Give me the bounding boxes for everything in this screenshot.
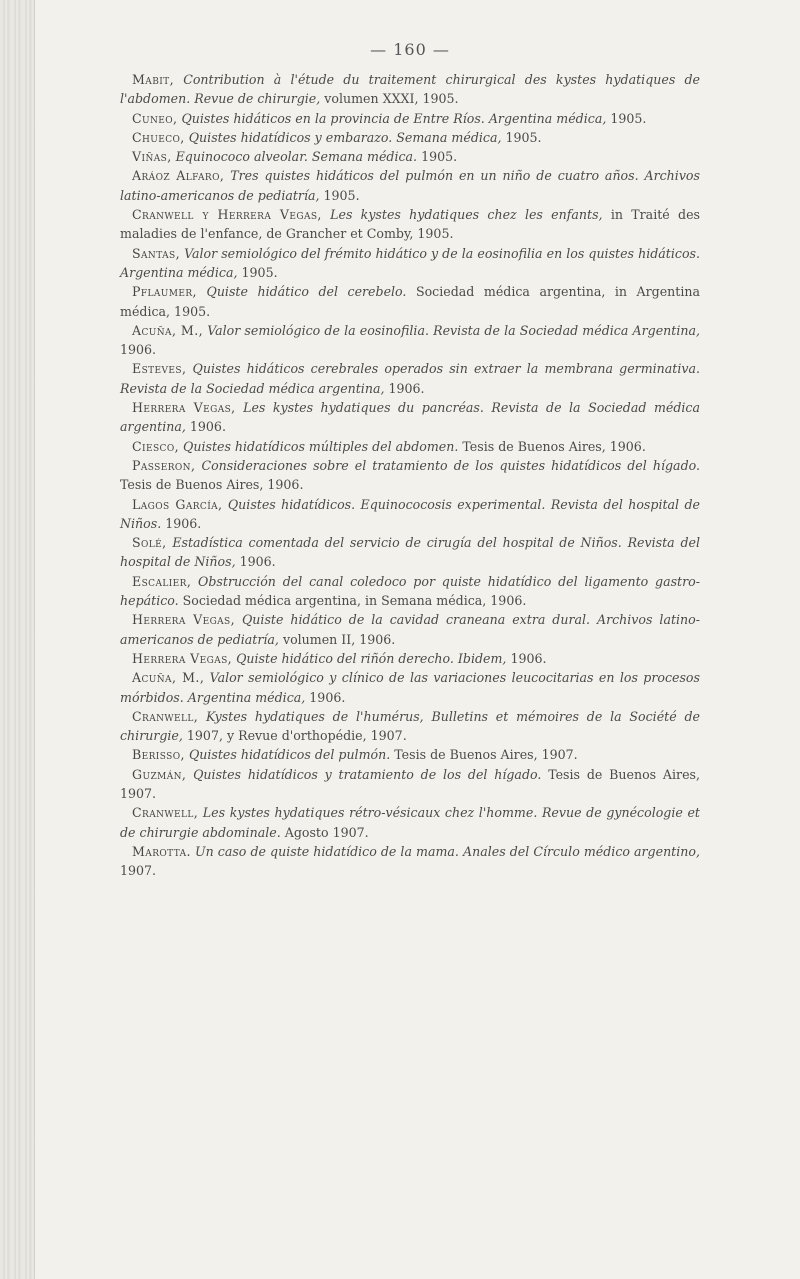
- bibliography-entry: [120, 437, 700, 456]
- entry-author: Viñas,: [132, 149, 172, 165]
- entry-publication: Semana médica,: [396, 129, 502, 145]
- entry-publication: Argentina médica,: [187, 689, 306, 705]
- entry-author: Herrera Vegas,: [132, 650, 233, 666]
- entry-title: Les kystes hydatiques du pancréas.: [243, 400, 484, 416]
- entry-publication: Archivos latino-americanos de pediatría,: [120, 612, 700, 647]
- entry-title: Les kystes hydatiques rétro-vésicaux chez l'homme.: [202, 805, 538, 821]
- entry-details: Tesis de Buenos Aires, 1906.: [120, 477, 304, 493]
- bibliography-entry: [120, 166, 700, 205]
- entry-details: Tesis de Buenos Aires, 1907.: [394, 747, 578, 763]
- bibliography-entry: [120, 533, 700, 572]
- bibliography-entry: [120, 803, 700, 842]
- bibliography-entry: [120, 321, 700, 360]
- entry-title: Quistes hidatídicos y tratamiento de los del hígado.: [193, 766, 542, 782]
- entry-author: Escalier,: [132, 573, 192, 589]
- entry-author: Lagos García,: [132, 496, 223, 512]
- entry-details: 1906.: [165, 515, 202, 531]
- entry-title: Consideraciones sobre el tratamiento de los quistes hidatídicos del hígado.: [201, 457, 700, 473]
- entry-author: Mabit,: [132, 72, 174, 87]
- entry-details: 1907.: [120, 863, 157, 879]
- entry-publication: Argentina médica,: [488, 110, 607, 126]
- entry-details: volumen II, 1906.: [282, 631, 396, 647]
- entry-author: Pflaumer,: [132, 284, 197, 300]
- bibliography-entry: [120, 765, 700, 804]
- entry-title: Estadística comentada del servicio de cirugía del hospital de Niños.: [172, 535, 622, 551]
- entry-details: Sociedad médica argentina, in Argentina médica, 1905.: [120, 284, 700, 319]
- entry-title: Valor semiológico de la eosinofilia.: [207, 322, 429, 338]
- entry-details: 1907, y Revue d'orthopédie, 1907.: [186, 728, 407, 744]
- entry-author: Herrera Vegas,: [132, 612, 236, 628]
- entry-publication: Semana médica.: [311, 149, 418, 165]
- entry-title: Quistes hidatídicos del pulmón.: [188, 747, 391, 763]
- entry-author: Cranwell y Herrera Vegas,: [132, 207, 322, 223]
- bibliography-entry: [120, 745, 700, 764]
- entry-publication: Revue de chirurgie,: [194, 91, 321, 107]
- entry-publication: Revue de gynécologie et de chirurgie abdominale.: [120, 805, 700, 840]
- bibliography-list: [120, 70, 700, 880]
- bibliography-entry: [120, 282, 700, 321]
- entry-details: Tesis de Buenos Aires, 1906.: [462, 438, 646, 454]
- entry-author: Aráoz Alfaro,: [132, 168, 225, 184]
- entry-author: Berisso,: [132, 747, 185, 763]
- entry-title: Quistes hidáticos en la provincia de Entre Ríos.: [181, 110, 485, 126]
- entry-publication: Anales del Círculo médico argentino,: [463, 843, 700, 859]
- bibliography-entry: [120, 128, 700, 147]
- entry-author: Herrera Vegas,: [132, 400, 236, 416]
- entry-publication: Bulletins et mémoires de la Société de chirurgie,: [120, 708, 700, 744]
- bibliography-entry: [120, 572, 700, 611]
- entry-publication: Argentina médica,: [120, 264, 238, 280]
- entry-title: Les kystes hydatiques chez les enfants,: [330, 207, 603, 223]
- bibliography-entry: [120, 495, 700, 534]
- bibliography-entry: [120, 359, 700, 398]
- entry-details: 1905.: [610, 110, 647, 126]
- entry-publication: Revista del hospital de Niños.: [120, 496, 700, 531]
- entry-author: Guzmán,: [132, 766, 187, 782]
- bibliography-entry: [120, 668, 700, 707]
- bibliography-entry: [120, 244, 700, 283]
- entry-author: Solé,: [132, 535, 167, 551]
- entry-details: 1906.: [189, 419, 226, 435]
- entry-details: 1906.: [510, 650, 547, 666]
- entry-author: Cranwell,: [132, 708, 199, 724]
- entry-author: Acuña, M.,: [132, 322, 204, 338]
- entry-author: Ciesco,: [132, 438, 179, 454]
- entry-author: Santas,: [132, 245, 180, 261]
- entry-title: Tres quistes hidáticos del pulmón en un niño de cuatro años.: [230, 168, 639, 184]
- entry-title: Quiste hidático de la cavidad craneana extra dural.: [241, 612, 591, 628]
- entry-author: Esteves,: [132, 361, 187, 377]
- entry-details: 1905.: [505, 129, 542, 145]
- entry-title: Quiste hidático del riñón derecho.: [236, 650, 454, 666]
- entry-title: Equinococo alveolar.: [175, 149, 308, 165]
- entry-title: Un caso de quiste hidatídico de la mama.: [195, 843, 459, 859]
- bibliography-entry: [120, 707, 700, 746]
- binding-gutter: [0, 0, 35, 1279]
- entry-details: Sociedad médica argentina, in Semana médica, 1906.: [182, 593, 527, 609]
- entry-details: Tesis de Buenos Aires, 1907.: [120, 766, 700, 801]
- bibliography-entry: [120, 842, 700, 881]
- entry-details: volumen XXXI, 1905.: [324, 91, 459, 107]
- entry-publication: Revista del hospital de Niños,: [120, 535, 700, 570]
- entry-title: Valor semiológico y clínico de las variaciones leucocitarias en los procesos mórbidos.: [120, 670, 700, 705]
- entry-title: Quistes hidáticos cerebrales operados sin extraer la membrana germinativa.: [192, 361, 700, 377]
- entry-author: Acuña, M.,: [132, 670, 205, 686]
- entry-details: 1906.: [239, 554, 276, 570]
- entry-author: Passeron,: [132, 457, 196, 473]
- entry-details: 1906.: [388, 380, 425, 396]
- entry-publication: Revista de la Sociedad médica Argentina,: [433, 322, 700, 338]
- entry-author: Cranwell,: [132, 805, 199, 821]
- bibliography-entry: [120, 610, 700, 649]
- bibliography-entry: [120, 205, 700, 244]
- entry-publication: Ibidem,: [457, 650, 507, 666]
- bibliography-entry: [120, 147, 700, 166]
- entry-title: Valor semiológico del frémito hidático y de la eosinofilia en los quistes hidáticos.: [184, 245, 700, 261]
- entry-title: Kystes hydatiques de l'humérus,: [205, 708, 424, 724]
- entry-publication: Revista de la Sociedad médica argentina,: [120, 400, 700, 435]
- page-number: — 160 —: [370, 40, 450, 59]
- entry-title: Quistes hidatídicos y embarazo.: [188, 129, 393, 145]
- entry-details: Agosto 1907.: [284, 824, 369, 840]
- bibliography-entry: [120, 70, 700, 109]
- entry-title: Quistes hidatídicos. Equinococosis experimental.: [227, 496, 546, 512]
- entry-title: Contribution à l'étude du traitement chirurgical des kystes hydatiques de l'abdomen.: [120, 72, 700, 107]
- bibliography-entry: [120, 109, 700, 128]
- entry-details: 1905.: [241, 264, 278, 280]
- bibliography-entry: [120, 649, 700, 668]
- entry-details: 1906.: [120, 342, 157, 358]
- entry-author: Cuneo,: [132, 110, 178, 126]
- entry-publication: Revista de la Sociedad médica argentina,: [120, 380, 385, 396]
- entry-author: Chueco,: [132, 129, 185, 145]
- entry-publication: Archivos latino-americanos de pediatría,: [120, 168, 700, 203]
- entry-title: Quistes hidatídicos múltiples del abdomen.: [183, 438, 459, 454]
- entry-details: 1906.: [309, 689, 346, 705]
- entry-title: Obstrucción del canal coledoco por quiste hidatídico del ligamento gastro-hepático.: [120, 573, 700, 609]
- bibliography-entry: [120, 398, 700, 437]
- entry-title: Quiste hidático del cerebelo.: [206, 284, 407, 300]
- bibliography-entry: [120, 456, 700, 495]
- entry-details: in Traité des maladies de l'enfance, de Grancher et Comby, 1905.: [120, 207, 700, 242]
- entry-details: 1905.: [421, 149, 458, 165]
- entry-author: Marotta.: [132, 843, 191, 859]
- entry-details: 1905.: [323, 187, 360, 203]
